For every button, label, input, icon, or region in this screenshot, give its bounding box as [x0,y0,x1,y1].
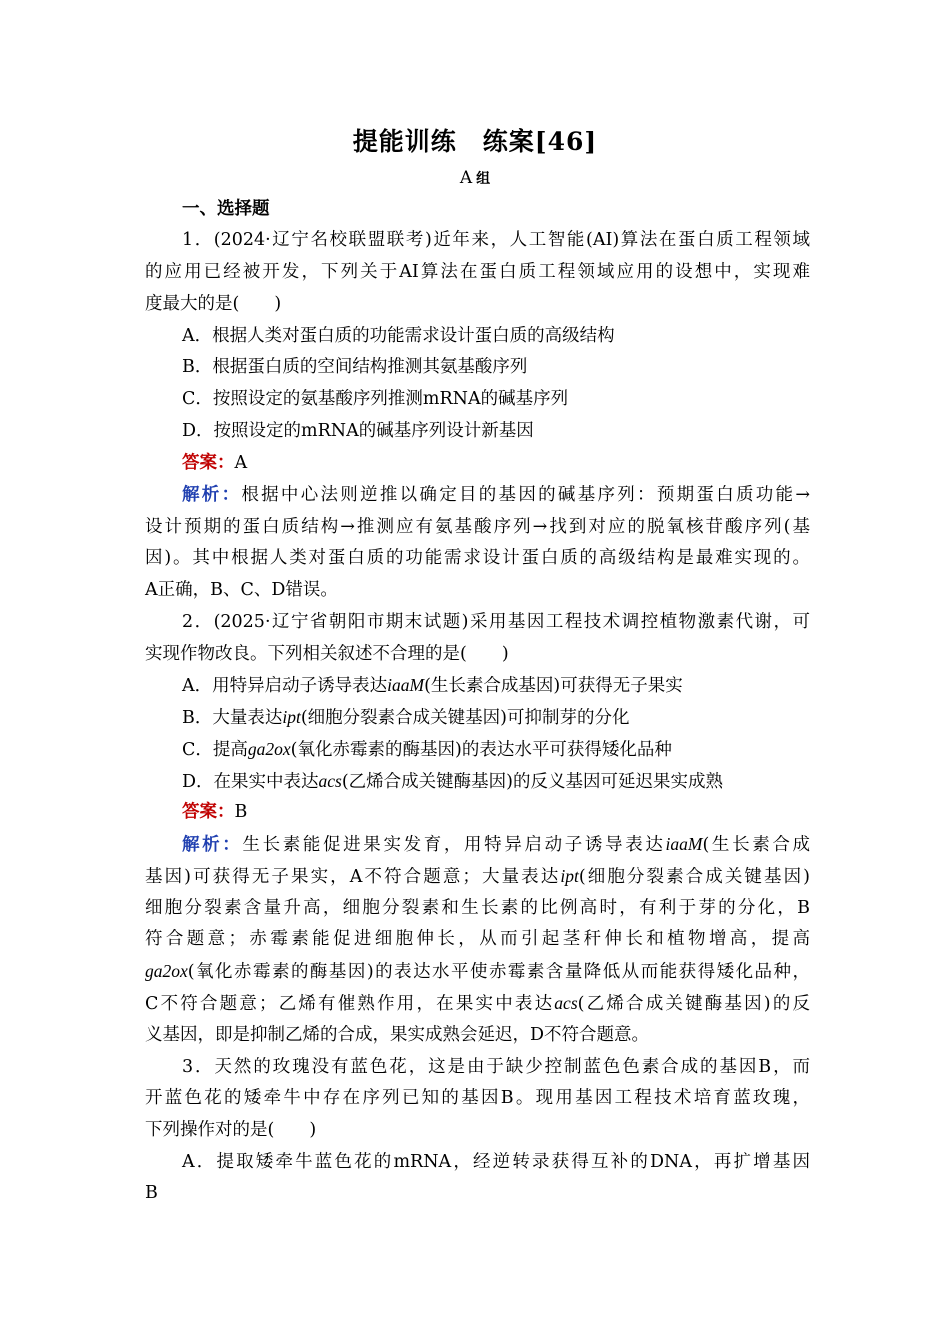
text: (乙烯合成关键酶基因)的反义基因可延迟果实成熟 [341,772,724,792]
page-title: 提能训练 练案[46] [352,127,598,156]
q3-option-a-continued: B [145,1183,158,1203]
text: A．用特异启动子诱导表达 [182,676,388,696]
text: (生长素合成基因)可获得无子果实 [424,676,683,696]
q1-option-c: C．按照设定的氨基酸序列推测mRNA的碱基序列 [182,389,569,409]
gene-name: acs [554,993,578,1013]
q2-analysis-line [145,861,810,891]
text: 生长素能促进果实发育，用特异启动子诱导表达 [242,835,666,855]
q2-analysis-line [182,829,810,859]
q2-analysis-line: 符合题意；赤霉素能促进细胞伸长，从而引起茎秆伸长和植物增高，提高 [145,929,810,949]
q1-stem-line: 度最大的是( ) [145,294,282,314]
q2-option-a [182,670,810,700]
section-heading: 一、选择题 [182,199,270,219]
analysis-label: 解析： [182,835,243,855]
q2-stem-line: 实现作物改良。下列相关叙述不合理的是( ) [145,644,509,664]
q2-answer [182,797,810,827]
text: (生长素合成 [702,835,811,855]
text: 基因)可获得无子果实，A不符合题意；大量表达 [145,867,561,887]
q1-analysis-line: A正确，B、C、D错误。 [145,580,338,600]
answer-label: 答案： [182,453,235,473]
answer-value: A [234,453,248,473]
q1-analysis-line: 因)。其中根据人类对蛋白质的功能需求设计蛋白质的高级结构是最难实现的。 [145,548,810,568]
q2-option-d [182,766,810,796]
gene-name: iaaM [665,834,703,854]
group-letter: A [459,168,473,188]
q1-stem-line: 1．(2024·辽宁名校联盟联考)近年来，人工智能(AI)算法在蛋白质工程领域 [182,230,810,250]
q2-stem-line: 2．(2025·辽宁省朝阳市期末试题)采用基因工程技术调控植物激素代谢，可 [182,612,810,632]
q2-analysis-line [145,956,810,986]
q1-stem-line: 的应用已经被开发，下列关于AI算法在蛋白质工程领域应用的设想中，实现难 [145,262,810,282]
q1-analysis-line: 设计预期的蛋白质结构→推测应有氨基酸序列→找到对应的脱氧核苷酸序列(基 [145,517,810,537]
q2-option-b [182,702,810,732]
group-word: 组 [476,171,491,187]
text: B．大量表达 [182,708,283,728]
text: (细胞分裂素合成关键基因) [578,867,811,887]
q1-option-d: D．按照设定的mRNA的碱基序列设计新基因 [182,421,534,441]
gene-name: iaaM [387,675,425,695]
q2-analysis-line: 义基因，即是抑制乙烯的合成，果实成熟会延迟，D不符合题意。 [145,1025,650,1045]
q3-stem-line: 下列操作对的是( ) [145,1120,317,1140]
q3-option-a: A．提取矮牵牛蓝色花的mRNA，经逆转录获得互补的DNA，再扩增基因 [182,1152,810,1172]
q2-analysis-line: 细胞分裂素含量升高，细胞分裂素和生长素的比例高时，有利于芽的分化，B [145,898,810,918]
q1-analysis-line [182,480,810,510]
group-label [0,168,950,188]
q1-answer [182,448,810,478]
analysis-text: 根据中心法则逆推以确定目的基因的碱基序列：预期蛋白质功能→ [241,485,810,505]
gene-name: ga2ox [247,739,291,759]
analysis-label: 解析： [182,485,242,505]
q1-option-b: B．根据蛋白质的空间结构推测其氨基酸序列 [182,357,528,377]
text: D．在果实中表达 [182,772,319,792]
gene-name: ipt [560,866,579,886]
q2-analysis-line [145,988,810,1018]
text: C．提高 [182,740,248,760]
q3-stem-line: 3．天然的玫瑰没有蓝色花，这是由于缺少控制蓝色色素合成的基因B，而 [182,1057,810,1077]
text: (氧化赤霉素的酶基因)的表达水平可获得矮化品种 [290,740,672,760]
text: (氧化赤霉素的酶基因)的表达水平使赤霉素含量降低从而能获得矮化品种， [187,962,810,982]
answer-value: B [234,802,248,822]
q1-option-a: A．根据人类对蛋白质的功能需求设计蛋白质的高级结构 [182,326,615,346]
answer-label: 答案： [182,802,235,822]
gene-name: ipt [282,707,301,727]
q3-stem-line: 开蓝色花的矮牵牛中存在序列已知的基因B。现用基因工程技术培育蓝玫瑰， [145,1088,810,1108]
text: (细胞分裂素合成关键基因)可抑制芽的分化 [300,708,630,728]
gene-name: acs [318,771,342,791]
text: (乙烯合成关键酶基因)的反 [577,994,811,1014]
q2-option-c [182,734,810,764]
gene-name: ga2ox [145,961,188,981]
text: C不符合题意；乙烯有催熟作用，在果实中表达 [145,994,555,1014]
